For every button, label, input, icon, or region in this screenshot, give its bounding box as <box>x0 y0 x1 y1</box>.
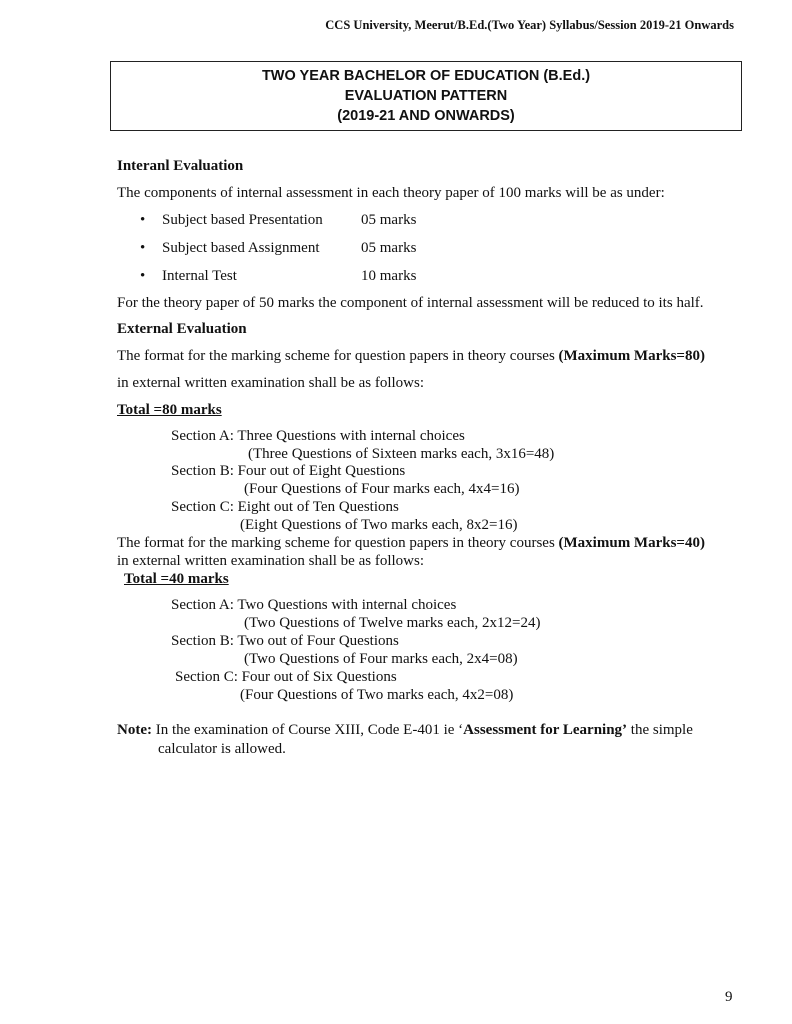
section-a-80-detail: (Three Questions of Sixteen marks each, 3x16=48) <box>248 446 555 462</box>
section-b-40-detail: (Two Questions of Four marks each, 2x4=08) <box>244 651 518 667</box>
format-paragraph-40-line2: in external written examination shall be as follows: <box>117 553 425 569</box>
title-line-3: (2019-21 AND ONWARDS) <box>337 108 515 124</box>
format-paragraph-40: The format for the marking scheme for question papers in theory courses (Maximum Marks=40) <box>117 535 705 551</box>
list-item: • Internal Test 10 marks <box>140 268 417 284</box>
external-evaluation-heading: External Evaluation <box>117 321 247 337</box>
bullet-icon: • <box>140 212 146 228</box>
internal-intro: The components of internal assessment in each theory paper of 100 marks will be as under: <box>117 185 665 201</box>
calculator-note-line2: calculator is allowed. <box>158 741 286 757</box>
calculator-note: Note: In the examination of Course XIII, Code E-401 ie ‘Assessment for Learning’ the simple <box>117 722 693 738</box>
section-c-80-title: Section C: Eight out of Ten Questions <box>171 499 399 515</box>
internal-half-note: For the theory paper of 50 marks the component of internal assessment will be reduced to its half. <box>117 295 704 311</box>
total-40-heading: Total =40 marks <box>124 571 229 587</box>
section-c-40-title: Section C: Four out of Six Questions <box>175 669 397 685</box>
section-b-40-title: Section B: Two out of Four Questions <box>171 633 399 649</box>
bullet-icon: • <box>140 240 146 256</box>
section-b-80-title: Section B: Four out of Eight Questions <box>171 463 406 479</box>
format-paragraph-80-line2: in external written examination shall be as follows: <box>117 375 425 391</box>
bullet-icon: • <box>140 268 146 284</box>
running-header: CCS University, Meerut/B.Ed.(Two Year) Syllabus/Session 2019-21 Onwards <box>325 18 734 32</box>
section-c-80-detail: (Eight Questions of Two marks each, 8x2=16) <box>240 517 518 533</box>
section-a-40-title: Section A: Two Questions with internal choices <box>171 597 457 613</box>
internal-evaluation-heading: Interanl Evaluation <box>117 158 244 174</box>
list-item: • Subject based Assignment 05 marks <box>140 240 417 256</box>
section-b-80-detail: (Four Questions of Four marks each, 4x4=16) <box>244 481 520 497</box>
title-line-1: TWO YEAR BACHELOR OF EDUCATION (B.Ed.) <box>261 68 591 84</box>
section-c-40-detail: (Four Questions of Two marks each, 4x2=08) <box>240 687 514 703</box>
list-item: • Subject based Presentation 05 marks <box>140 212 417 228</box>
title-box <box>110 61 742 131</box>
page-number: 9 <box>725 989 733 1005</box>
title-line-2: EVALUATION PATTERN <box>344 88 508 104</box>
section-a-80-title: Section A: Three Questions with internal choices <box>171 428 465 444</box>
section-a-40-detail: (Two Questions of Twelve marks each, 2x12=24) <box>244 615 541 631</box>
total-80-heading: Total =80 marks <box>117 402 222 418</box>
format-paragraph-80: The format for the marking scheme for question papers in theory courses (Maximum Marks=80) <box>117 348 705 364</box>
